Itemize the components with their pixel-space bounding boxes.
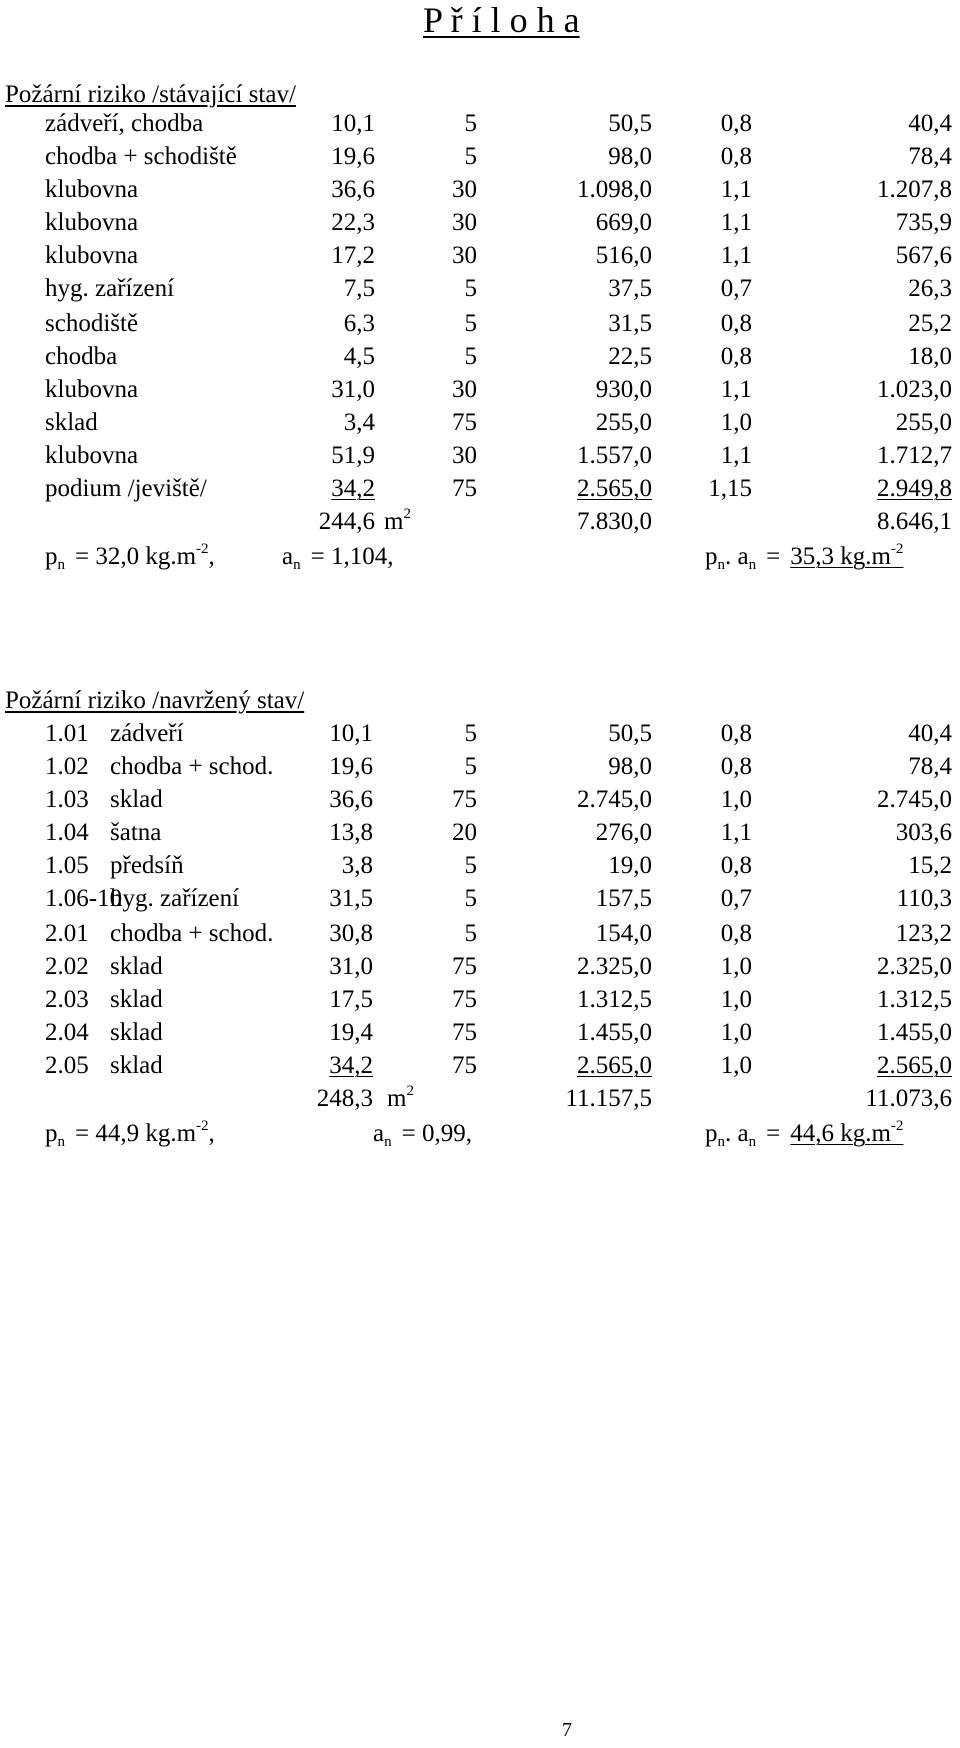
total-product: 7.830,0: [577, 508, 652, 535]
row-product: 516,0: [595, 242, 652, 269]
row-product: 98,0: [608, 143, 652, 170]
row-coef: 1,0: [720, 786, 752, 813]
row-result: 78,4: [908, 143, 952, 170]
row-room-name: sklad: [110, 786, 163, 813]
total-product: 11.157,5: [565, 1085, 652, 1112]
pn-subscript: n: [57, 557, 65, 573]
row-area: 19,6: [329, 753, 373, 780]
row-result: 303,6: [895, 819, 952, 846]
row-number: 1.05: [45, 852, 89, 879]
row-room-name: sklad: [110, 986, 163, 1013]
row-load: 75: [452, 475, 477, 502]
total-result: 11.073,6: [865, 1085, 952, 1112]
row-coef: 1,1: [720, 209, 752, 236]
row-result: 255,0: [895, 409, 952, 436]
total-area: 248,3: [316, 1085, 373, 1112]
row-coef: 0,8: [720, 343, 752, 370]
row-load: 75: [452, 986, 477, 1013]
row-load: 5: [464, 852, 477, 879]
row-area: 4,5: [343, 343, 375, 370]
prod-value: 44,6 kg.m: [790, 1120, 891, 1147]
row-product: 22,5: [608, 343, 652, 370]
row-coef: 0,8: [720, 310, 752, 337]
prod-a-subscript: n: [748, 557, 757, 573]
prod-p-symbol: p: [705, 543, 718, 570]
row-coef: 1,0: [720, 1052, 752, 1079]
row-product: 1.098,0: [577, 176, 652, 203]
prod-value: 35,3 kg.m: [790, 543, 891, 570]
row-result: 40,4: [908, 720, 952, 747]
total-unit-exponent: 2: [406, 1083, 414, 1099]
total-unit: [384, 506, 411, 535]
row-room-name: podium /jeviště/: [45, 475, 207, 502]
row-product: 19,0: [608, 852, 652, 879]
pn-symbol: p: [45, 1120, 58, 1147]
row-result: 110,3: [896, 885, 952, 912]
row-result: 735,9: [895, 209, 952, 236]
row-product: 2.745,0: [577, 786, 652, 813]
total-unit-text: m: [387, 1085, 407, 1112]
row-result: 1.712,7: [877, 442, 952, 469]
row-result: 1.023,0: [877, 376, 952, 403]
pn-tail: ,: [208, 1120, 215, 1147]
row-area: 34,2: [331, 475, 375, 502]
section-heading: Požární riziko /navržený stav/: [5, 687, 305, 714]
row-load: 30: [452, 176, 477, 203]
row-area: 17,5: [329, 986, 373, 1013]
prod-result: [790, 1120, 903, 1147]
row-product: 31,5: [608, 310, 652, 337]
row-area: 22,3: [331, 209, 375, 236]
row-room-name: klubovna: [45, 176, 139, 203]
row-coef: 1,0: [720, 1019, 752, 1046]
row-number: 1.01: [45, 720, 89, 747]
row-room-name: chodba + schod.: [110, 753, 274, 780]
row-product: 669,0: [595, 209, 652, 236]
row-result: 2.565,0: [877, 1052, 952, 1079]
row-load: 5: [464, 920, 477, 947]
row-area: 31,5: [329, 885, 373, 912]
row-load: 5: [464, 885, 477, 912]
row-coef: 1,1: [720, 819, 752, 846]
row-area: 19,4: [329, 1019, 373, 1046]
row-product: 157,5: [595, 885, 652, 912]
row-load: 75: [452, 953, 477, 980]
row-number: 2.02: [45, 953, 89, 980]
row-room-name: chodba + schod.: [110, 920, 274, 947]
row-room-name: hyg. zařízení: [110, 885, 240, 912]
row-result: 40,4: [908, 110, 952, 137]
pn-value: = 44,9 kg.m: [75, 1120, 197, 1147]
row-room-name: sklad: [110, 1052, 163, 1079]
row-load: 75: [452, 1052, 477, 1079]
row-product: 50,5: [608, 720, 652, 747]
row-area: 51,9: [331, 442, 375, 469]
row-area: 36,6: [329, 786, 373, 813]
pn-subscript: n: [57, 1134, 65, 1150]
row-area: 31,0: [331, 376, 375, 403]
row-result: 1.455,0: [877, 1019, 952, 1046]
prod-result: [790, 543, 903, 570]
row-number: 2.03: [45, 986, 89, 1013]
row-area: 3,4: [343, 409, 375, 436]
row-product: 276,0: [595, 819, 652, 846]
fire-load-pn: [45, 541, 215, 573]
row-product: 2.565,0: [577, 475, 652, 502]
row-area: 19,6: [331, 143, 375, 170]
row-room-name: schodiště: [45, 310, 139, 337]
row-coef: 0,7: [720, 885, 752, 912]
row-coef: 1,1: [720, 242, 752, 269]
prod-dot-a: . a: [725, 543, 749, 570]
row-product: 2.325,0: [577, 953, 652, 980]
row-coef: 0,8: [720, 920, 752, 947]
total-unit-exponent: 2: [403, 506, 411, 522]
row-coef: 1,0: [720, 986, 752, 1013]
row-result: 567,6: [895, 242, 952, 269]
row-product: 1.557,0: [577, 442, 652, 469]
row-load: 75: [452, 1019, 477, 1046]
row-coef: 1,0: [720, 953, 752, 980]
row-room-name: klubovna: [45, 442, 139, 469]
row-load: 5: [464, 310, 477, 337]
row-product: 154,0: [595, 920, 652, 947]
prod-p-subscript: n: [717, 557, 725, 573]
total-area: 244,6: [318, 508, 375, 535]
row-number: 1.04: [45, 819, 89, 846]
row-room-name: klubovna: [45, 376, 139, 403]
prod-a-subscript: n: [748, 1134, 757, 1150]
row-room-name: zádveří, chodba: [45, 110, 204, 137]
row-number: 2.01: [45, 920, 89, 947]
prod-p-symbol: p: [705, 1120, 718, 1147]
an-subscript: n: [293, 557, 301, 573]
row-room-name: sklad: [110, 1019, 163, 1046]
row-coef: 0,8: [720, 143, 752, 170]
row-area: 6,3: [343, 310, 375, 337]
total-unit-text: m: [384, 508, 404, 535]
coefficient-an: [282, 543, 394, 573]
row-result: 2.325,0: [877, 953, 952, 980]
row-number: 1.03: [45, 786, 89, 813]
prod-exponent: -2: [890, 1118, 904, 1134]
row-area: 31,0: [329, 953, 373, 980]
row-load: 30: [452, 442, 477, 469]
prod-exponent: -2: [890, 541, 904, 557]
row-result: 2.949,8: [877, 475, 952, 502]
page-number: 7: [562, 1719, 572, 1741]
row-room-name: klubovna: [45, 209, 139, 236]
row-coef: 1,1: [720, 376, 752, 403]
prod-equals: =: [766, 543, 781, 570]
an-subscript: n: [384, 1134, 392, 1150]
row-result: 78,4: [908, 753, 952, 780]
row-number: 1.06-10: [45, 885, 123, 912]
row-room-name: sklad: [45, 409, 98, 436]
row-area: 17,2: [331, 242, 375, 269]
row-area: 36,6: [331, 176, 375, 203]
row-result: 26,3: [908, 275, 952, 302]
row-product: 37,5: [608, 275, 652, 302]
row-result: 123,2: [895, 920, 952, 947]
row-coef: 1,0: [720, 409, 752, 436]
row-number: 2.04: [45, 1019, 89, 1046]
row-product: 1.312,5: [577, 986, 652, 1013]
product-pn-an: [705, 1118, 904, 1150]
row-result: 2.745,0: [877, 786, 952, 813]
product-pn-an: [705, 541, 904, 573]
row-coef: 1,1: [720, 176, 752, 203]
fire-load-pn: [45, 1118, 215, 1150]
row-product: 2.565,0: [577, 1052, 652, 1079]
pn-symbol: p: [45, 543, 58, 570]
total-result: 8.646,1: [877, 508, 952, 535]
pn-value: = 32,0 kg.m: [75, 543, 197, 570]
row-load: 5: [464, 275, 477, 302]
row-room-name: chodba: [45, 343, 118, 370]
prod-dot-a: . a: [725, 1120, 749, 1147]
row-product: 98,0: [608, 753, 652, 780]
row-area: 34,2: [329, 1052, 373, 1079]
page-title: P ř í l o h a: [423, 0, 580, 40]
row-result: 25,2: [908, 310, 952, 337]
row-area: 10,1: [329, 720, 373, 747]
pn-tail: ,: [208, 543, 215, 570]
row-result: 18,0: [908, 343, 952, 370]
prod-equals: =: [766, 1120, 781, 1147]
an-value: = 1,104,: [310, 543, 394, 570]
row-area: 30,8: [329, 920, 373, 947]
row-area: 13,8: [329, 819, 373, 846]
row-coef: 0,8: [720, 720, 752, 747]
row-load: 5: [464, 110, 477, 137]
row-area: 7,5: [343, 275, 375, 302]
row-load: 30: [452, 376, 477, 403]
row-area: 3,8: [341, 852, 373, 879]
row-coef: 0,8: [720, 852, 752, 879]
coefficient-an: [373, 1120, 472, 1150]
row-load: 5: [464, 143, 477, 170]
row-product: 50,5: [608, 110, 652, 137]
row-coef: 0,8: [720, 110, 752, 137]
row-load: 5: [464, 720, 477, 747]
row-result: 1.312,5: [877, 986, 952, 1013]
row-coef: 1,15: [708, 475, 752, 502]
row-room-name: šatna: [110, 819, 162, 846]
pn-exponent: -2: [196, 1118, 209, 1134]
row-load: 5: [464, 343, 477, 370]
an-value: = 0,99,: [401, 1120, 472, 1147]
row-number: 1.02: [45, 753, 89, 780]
row-coef: 0,7: [720, 275, 752, 302]
row-coef: 1,1: [720, 442, 752, 469]
row-product: 1.455,0: [577, 1019, 652, 1046]
prod-p-subscript: n: [717, 1134, 725, 1150]
row-room-name: předsíň: [110, 852, 184, 879]
row-room-name: chodba + schodiště: [45, 143, 237, 170]
row-load: 5: [464, 753, 477, 780]
row-load: 75: [452, 409, 477, 436]
an-symbol: a: [282, 543, 294, 570]
row-load: 30: [452, 242, 477, 269]
row-product: 930,0: [595, 376, 652, 403]
total-unit: [387, 1083, 414, 1112]
row-result: 15,2: [908, 852, 952, 879]
row-room-name: klubovna: [45, 242, 139, 269]
row-load: 20: [452, 819, 477, 846]
row-room-name: sklad: [110, 953, 163, 980]
row-product: 255,0: [595, 409, 652, 436]
an-symbol: a: [373, 1120, 385, 1147]
row-result: 1.207,8: [877, 176, 952, 203]
row-room-name: hyg. zařízení: [45, 275, 175, 302]
section-heading: Požární riziko /stávající stav/: [5, 81, 296, 108]
row-area: 10,1: [331, 110, 375, 137]
row-load: 75: [452, 786, 477, 813]
pn-exponent: -2: [196, 541, 209, 557]
row-coef: 0,8: [720, 753, 752, 780]
row-number: 2.05: [45, 1052, 89, 1079]
row-room-name: zádveří: [110, 720, 184, 747]
row-load: 30: [452, 209, 477, 236]
